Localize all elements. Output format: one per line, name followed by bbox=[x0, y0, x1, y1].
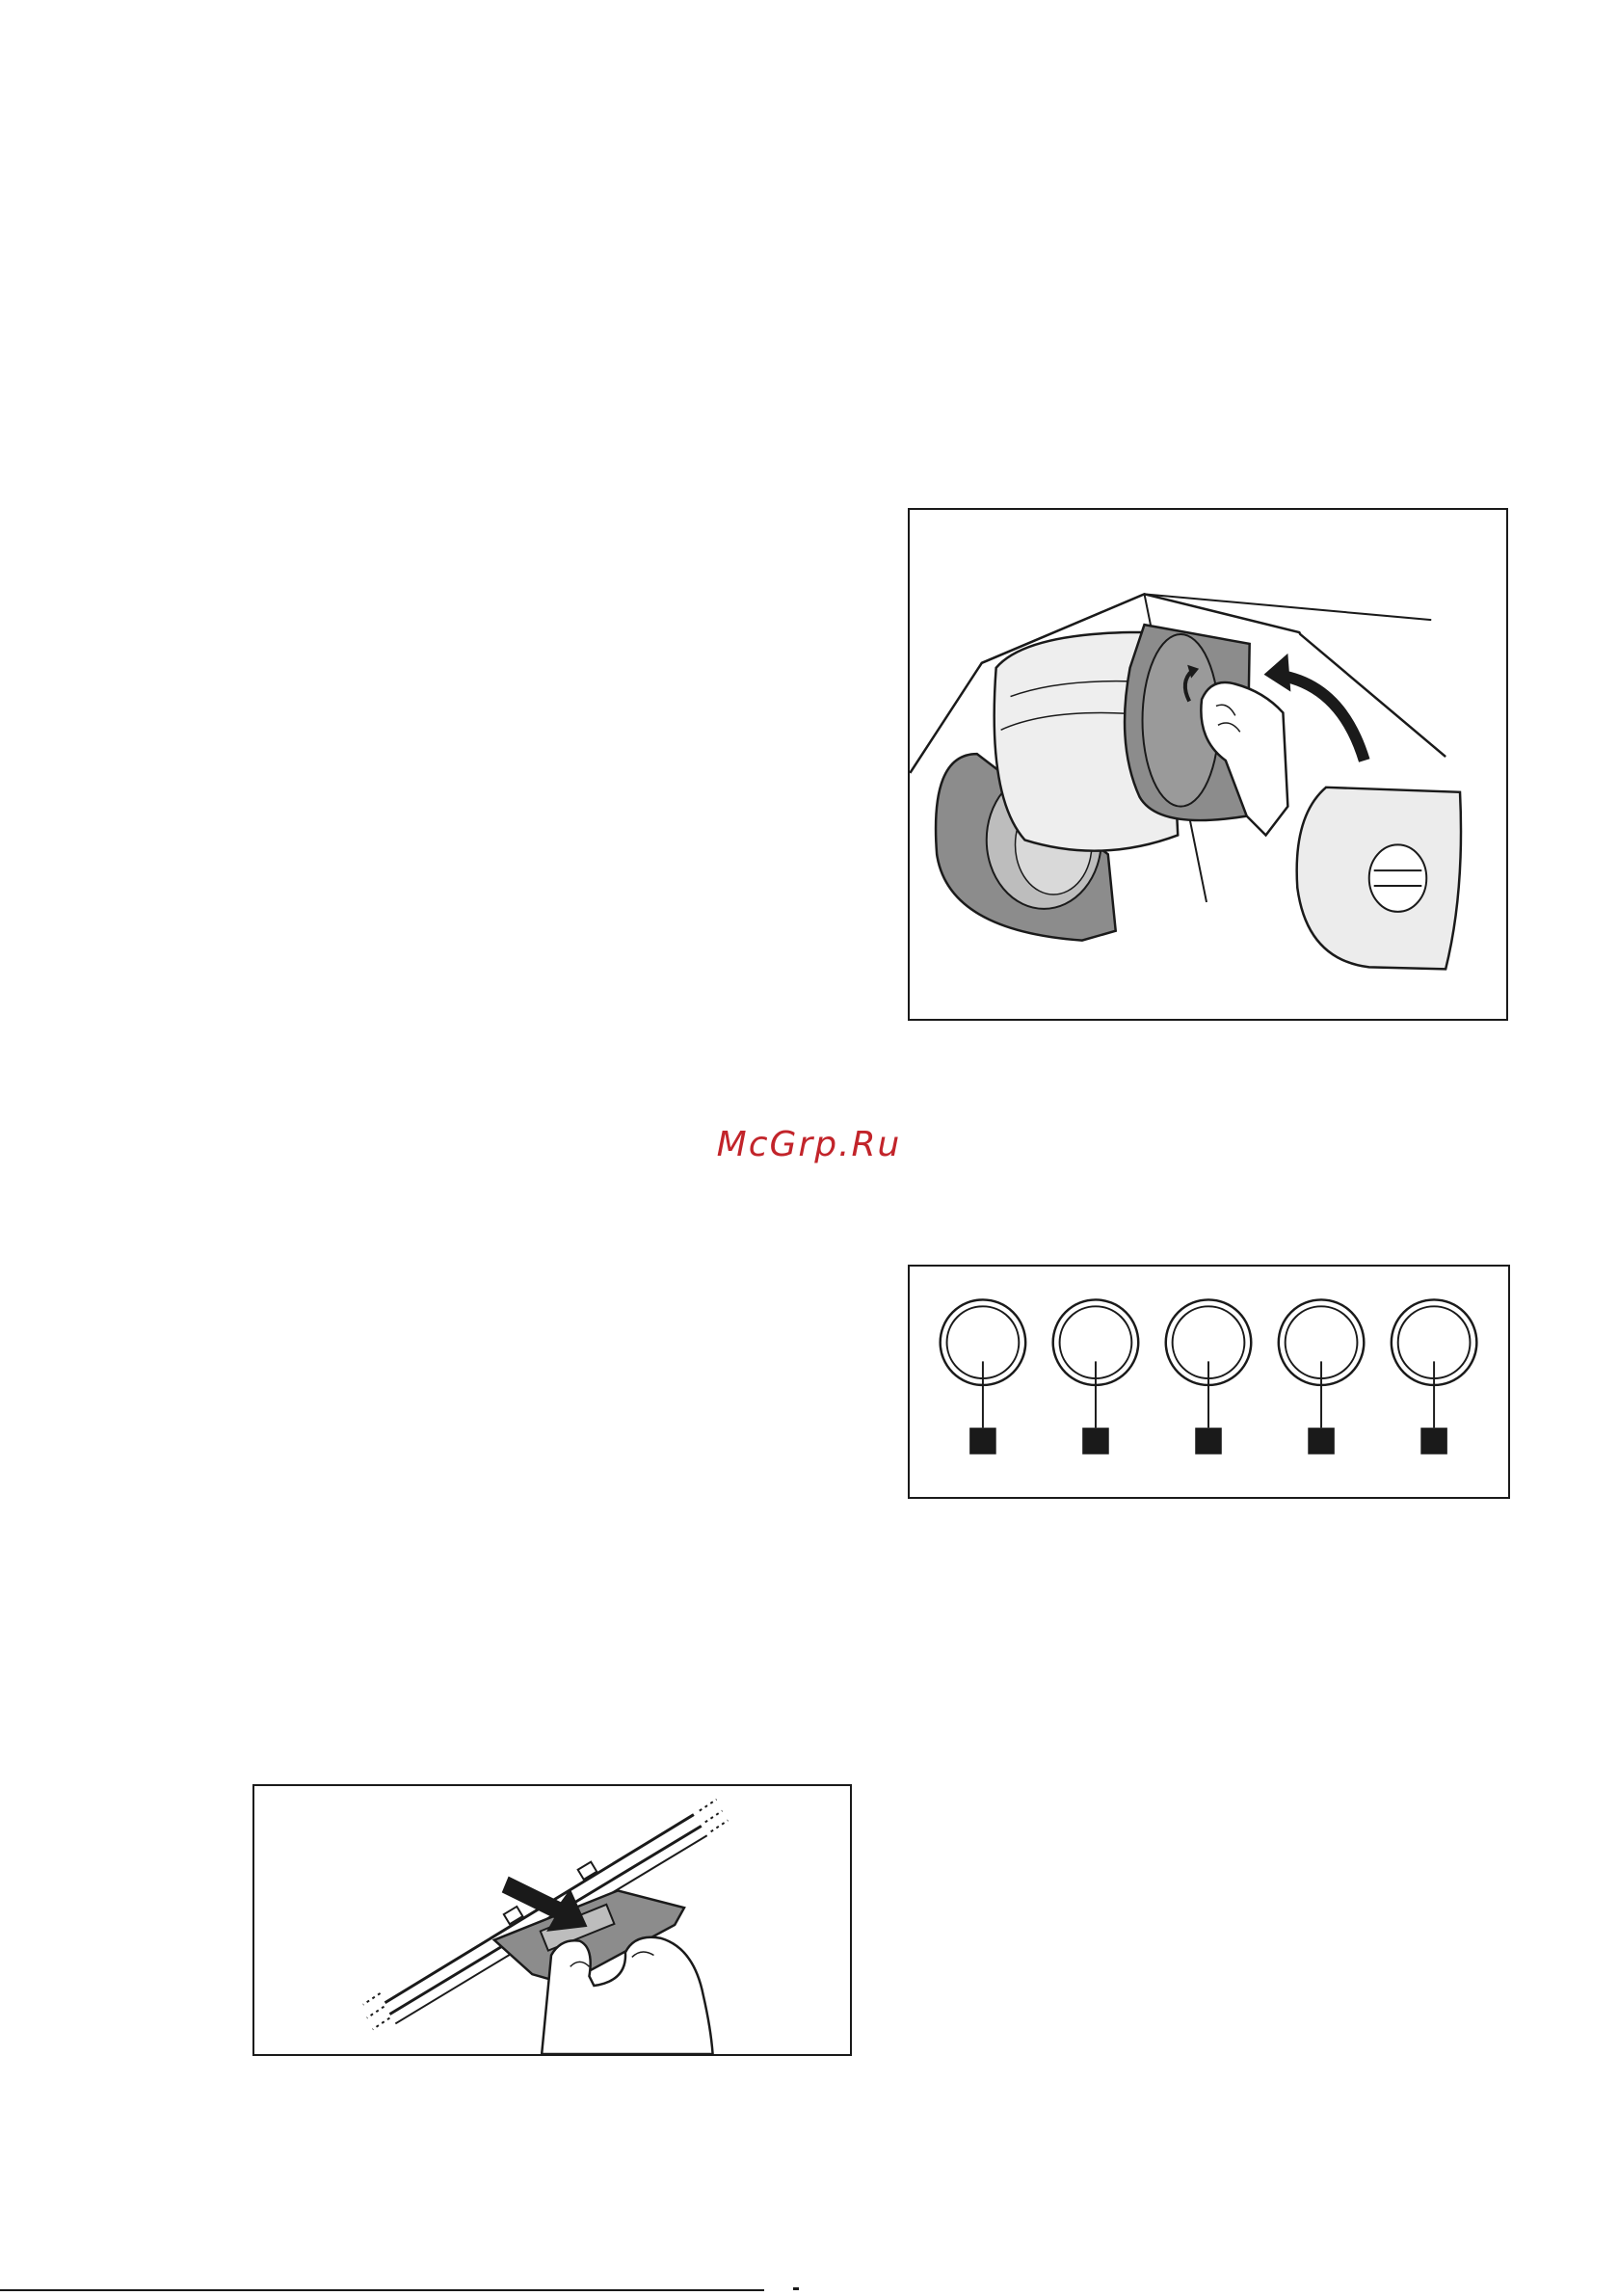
panel-button-4 bbox=[1279, 1299, 1365, 1454]
panel-button-1 bbox=[941, 1299, 1026, 1454]
footer-mark bbox=[793, 2287, 799, 2290]
grease-filter-latch-illustration bbox=[252, 1784, 852, 2056]
filter-install-illustration bbox=[908, 508, 1508, 1021]
panel-button-2 bbox=[1053, 1299, 1139, 1454]
panel-button-3 bbox=[1166, 1299, 1252, 1454]
panel-button-5 bbox=[1392, 1299, 1477, 1454]
control-buttons-icon bbox=[910, 1267, 1508, 1497]
filter-latch-icon bbox=[254, 1786, 850, 2054]
carbon-filter-icon bbox=[910, 510, 1506, 1019]
control-panel-illustration bbox=[908, 1265, 1510, 1499]
footer-rule bbox=[0, 2289, 764, 2291]
watermark-text: McGrp.Ru bbox=[716, 1125, 902, 1164]
